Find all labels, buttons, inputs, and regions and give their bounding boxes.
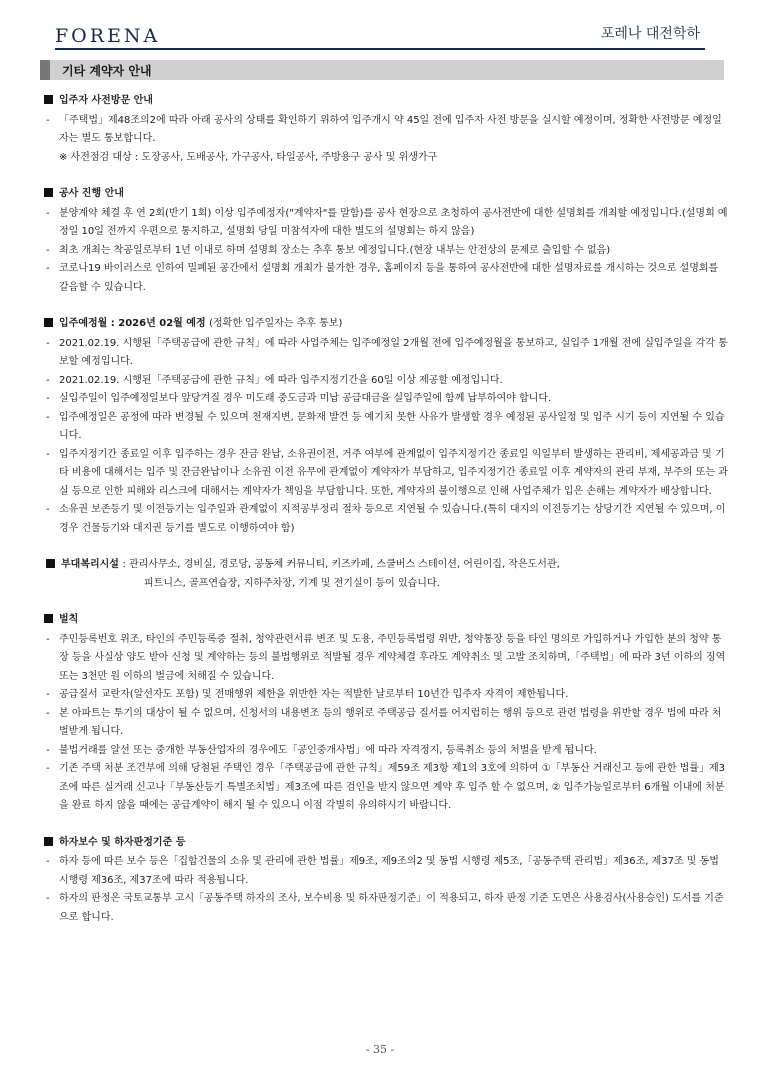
section-construction: [42, 185, 728, 297]
list-item: - 실입주일이 입주예정일보다 앞당겨질 경우 미도래 중도금과 미납 공급대금을 실입주일에 함께 납부하여야 합니다.: [46, 393, 552, 404]
section-title-bar: [40, 60, 724, 80]
facilities-text: : 관리사무소, 경비실, 경로당, 공동체 커뮤니티, 키즈카페, 스쿨버스 스테이션, 어린이집, 작은도서관,: [122, 559, 560, 570]
list-item: - 최초 개최는 착공일로부터 1년 이내로 하며 설명회 장소는 추후 통보 예정입니다.(현장 내부는 안전상의 문제로 출입할 수 없음): [46, 244, 611, 256]
list-item: - 본 아파트는 투기의 대상이 될 수 없으며, 신청서의 내용변조 등의 행위로 주택공급 질서를 어지럽히는 행위 등으로 관련 법령을 위반할 경우 법에 따라 처벌받게 됩니다.: [46, 707, 722, 737]
header-rule: [55, 48, 705, 50]
square-bullet-icon: [44, 837, 53, 846]
square-bullet-icon: [44, 188, 53, 197]
list-item: - 분양계약 체결 후 연 2회(반기 1회) 이상 입주예정자("계약자"를 말함)를 공사 현장으로 초청하여 공사전반에 대한 설명회를 개최할 예정입니다.(설명회 예정일 10일 전까지 우편으로 통지하고, 설명회 당일 미참석자에 대한 별도의 설명회는 하지 않음): [46, 207, 728, 237]
list-item: - 입주예정일은 공정에 따라 변경될 수 있으며 천재지변, 문화재 발견 등 예기치 못한 사유가 발생할 경우 예정된 공사일정 및 입주 시기 등이 지연될 수 있습니다.: [46, 411, 725, 441]
section-heading: 부대복리시설: [46, 559, 122, 570]
list-item: - 코로나19 바이러스로 인하여 밀폐된 공간에서 설명회 개최가 불가한 경우, 홈페이지 등을 통하여 공사전반에 대한 설명자료를 개시하는 것으로 설명회를 갈음할 수 있습니다.: [46, 263, 719, 293]
list-item: - 소유권 보존등기 및 이전등기는 입주일과 관계없이 지적공부정리 절차 등으로 지연될 수 있습니다.(특히 대지의 이전등기는 상당기간 지연될 수 있으며, 이 경우 건물등기와 대지권 등기를 별도로 이행하여야 함): [46, 504, 726, 534]
list-item: - 2021.02.19. 시행된「주택공급에 관한 규칙」에 따라 사업주체는 입주예정일 2개월 전에 입주예정월을 통보하고, 실입주 1개월 전에 실입주일을 각각 통보할 예정입니다.: [46, 337, 728, 367]
section-heading: 공사 진행 안내: [44, 185, 728, 204]
facilities-text-continued: 피트니스, 골프연습장, 지하주차장, 기계 및 전기실이 등이 있습니다.: [144, 577, 440, 589]
list-item: - 주민등록번호 위조, 타인의 주민등록증 절취, 청약관련서류 변조 및 도용, 주민등록법령 위반, 청약통장 등을 타인 명의로 가입하거나 가입한 분의 청약 통장 등을 사실상 양도 받아 신청 및 계약하는 등의 불법행위로 적발될 경우 계약체결 후라도 계약취소 및 고발 조치하며,「주택법」에 따라 3년 이하의 징역 또는 3천만 원 이하의 벌금에 처해질 수 있습니다.: [46, 633, 726, 682]
section-heading: 입주예정월 : 2026년 02월 예정 (정확한 입주일자는 추후 통보): [44, 315, 728, 334]
square-bullet-icon: [44, 614, 53, 623]
list-item: - 하자의 판정은 국토교통부 고시「공동주택 하자의 조사, 보수비용 및 하자판정기준」이 적용되고, 하자 판정 기준 도면은 사용검사(사용승인) 도서를 기준으로 합니다.: [46, 893, 724, 923]
list-item: - 하자 등에 따른 보수 등은「집합건물의 소유 및 관리에 관한 법률」제9조, 제9조의2 및 동법 시행령 제5조,「공동주택 관리법」제36조, 제37조 및 동법 시행령 제36조, 제37조에 따라 적용됩니다.: [46, 856, 719, 886]
list-item: - 기존 주택 처분 조건부에 의해 당첨된 주택인 경우「주택공급에 관한 규칙」제59조 제3항 제1의 3호에 의하여 ①「부동산 거래신고 등에 관한 법률」제3조에 따른 실거래 신고나「부동산등기 특별조치법」제3조에 따른 검인을 받지 않으면 계약 후 입주 할 수 없으며, ② 입주가능일로부터 6개월 이내에 처분을 완료 하지 않을 때에는 공급계약이 해지 될 수 있으니 이점 각별히 유의하시기 바랍니다.: [46, 763, 725, 811]
document-body: [42, 92, 728, 945]
square-bullet-icon: [44, 318, 53, 327]
section-penalties: [42, 611, 728, 816]
section-heading: 하자보수 및 하자판정기준 등: [44, 834, 728, 853]
section-heading: 입주자 사전방문 안내: [44, 92, 728, 111]
section-facilities: [42, 556, 728, 593]
section-move-in: [42, 315, 728, 538]
square-bullet-icon: [44, 95, 53, 104]
list-item: - 불법거래를 알선 또는 중개한 부동산업자의 경우에도「공인중개사법」에 따라 자격정지, 등록취소 등의 처벌을 받게 됩니다.: [46, 744, 597, 756]
section-heading: 벌칙: [44, 611, 728, 630]
section-pre-visit: [42, 92, 728, 167]
forena-logo: FORENA: [55, 25, 161, 47]
section-defects: [42, 834, 728, 928]
note-text: ※ 사전점검 대상 : 도장공사, 도배공사, 가구공사, 타일공사, 주방용구 공사 및 위생가구: [59, 151, 438, 163]
list-item: - 입주지정기간 종료일 이후 입주하는 경우 잔금 완납, 소유권이전, 거주 여부에 관계없이 입주지정기간 종료일 익일부터 발생하는 관리비, 제세공과금 및 기타 비용에 대해서는 입주 및 잔금완납이나 소유권 이전 유무에 관계없이 계약자가 부담하고, 입주지정기간 종료일 이후 계약자의 관리 부재, 부주의 또는 과실 등으로 인한 피해와 리스크에 대해서는 계약자가 책임을 부담합니다. 또한, 계약자의 불이행으로 인해 사업주체가 입은 손해는 계약자가 배상합니다.: [46, 448, 728, 497]
list-item: - 공급질서 교란자(알선자도 포함) 및 전매행위 제한을 위반한 자는 적발한 날로부터 10년간 입주자 자격이 제한됩니다.: [46, 689, 569, 700]
page-number: - 35 -: [365, 1043, 395, 1056]
title-marker: [40, 60, 50, 80]
list-item: - 2021.02.19. 시행된「주택공급에 관한 규칙」에 따라 입주지정기간을 60일 이상 제공할 예정입니다.: [46, 374, 503, 386]
complex-name: 포레나 대전학하: [600, 26, 700, 42]
page-title: 기타 계약자 안내: [62, 64, 152, 78]
square-bullet-icon: [46, 559, 55, 568]
list-item: - 「주택법」제48조의2에 따라 아래 공사의 상태를 확인하기 위하여 입주개시 약 45일 전에 입주자 사전 방문을 실시할 예정이며, 정확한 사전방문 예정일자는 별도 통보합니다.: [46, 114, 722, 144]
